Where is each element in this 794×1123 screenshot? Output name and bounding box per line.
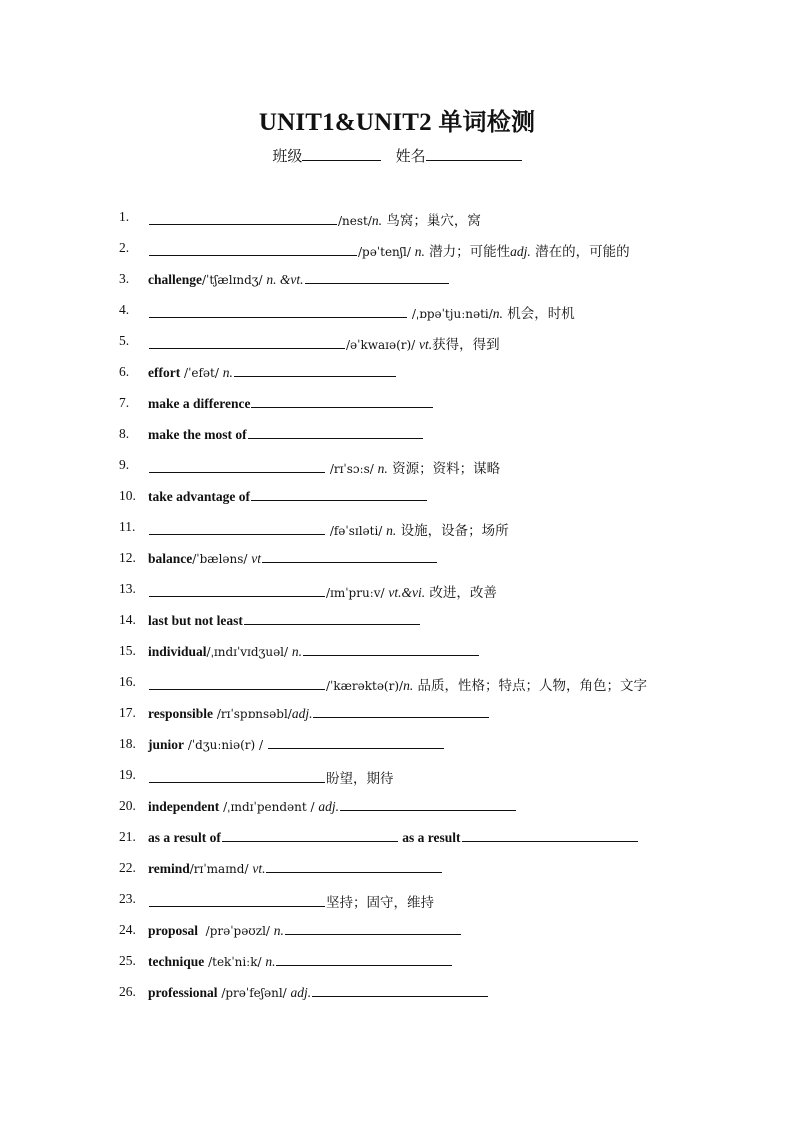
item-number: 12. (119, 550, 136, 565)
item-content (148, 271, 450, 288)
answer-blank[interactable] (149, 677, 325, 690)
term-text: proposal (148, 923, 199, 938)
item-number: 6. (119, 364, 130, 379)
meaning-text: 改进，改善 (425, 585, 497, 601)
name-blank[interactable] (426, 146, 522, 161)
term-text: technique (148, 954, 205, 969)
vocab-item (0, 922, 794, 942)
item-number: 9. (119, 457, 130, 472)
item-number: 23. (119, 891, 136, 906)
vocab-item (0, 364, 794, 384)
item-number: 18. (119, 736, 136, 751)
part-of-speech: adj. (510, 244, 531, 259)
term-text: responsible (148, 706, 214, 721)
part-of-speech: adj. (291, 706, 313, 721)
item-number: 25. (119, 953, 136, 968)
item-number: 15. (119, 643, 136, 658)
part-of-speech: adj. (290, 985, 312, 1000)
phonetic-text: /fəˈsɪləti/ (326, 524, 387, 538)
item-number: 8. (119, 426, 130, 441)
vocab-item (0, 798, 794, 818)
item-number: 13. (119, 581, 136, 596)
item-number: 7. (119, 395, 130, 410)
answer-blank[interactable] (305, 271, 449, 284)
item-number: 17. (119, 705, 136, 720)
phonetic-text: /ˈbæləns/ (192, 552, 252, 566)
vocab-item (0, 519, 794, 539)
answer-blank[interactable] (149, 522, 325, 535)
page-title (0, 102, 794, 137)
vocab-item (0, 891, 794, 911)
vocab-item (0, 705, 794, 725)
term-text: remind (148, 861, 190, 876)
item-number: 1. (119, 209, 130, 224)
answer-blank[interactable] (149, 894, 325, 907)
vocab-item (0, 767, 794, 787)
part-of-speech: n. (492, 306, 503, 321)
meaning-text: 品质，性格；特点；人物，角色；文字 (413, 678, 647, 694)
meaning-text: 坚持；固守，维持 (326, 895, 434, 911)
item-number: 4. (119, 302, 130, 317)
answer-blank[interactable] (313, 705, 489, 718)
part-of-speech: vt. (419, 337, 433, 352)
item-number: 26. (119, 984, 136, 999)
name-label: 姓名 (395, 147, 426, 165)
item-content (148, 705, 490, 722)
phonetic-text: /ˈtʃælɪndʒ/ (202, 273, 267, 287)
item-content (148, 829, 639, 846)
item-content (148, 581, 497, 601)
item-content (148, 953, 453, 970)
part-of-speech: n. (403, 678, 414, 693)
item-content (148, 364, 397, 381)
part-of-speech: n. (371, 213, 383, 228)
student-info-line (0, 145, 794, 166)
phonetic-text: /ˈdʒuːniə(r) / (184, 738, 267, 752)
part-of-speech: vt (251, 551, 262, 566)
answer-blank[interactable] (251, 488, 427, 501)
phonetic-text: /ˌɪndɪˈpendənt / (219, 800, 319, 814)
phonetic-text: /tekˈniːk/ (204, 955, 266, 969)
term-text: challenge (148, 272, 202, 287)
answer-blank[interactable] (149, 584, 325, 597)
answer-blank[interactable] (248, 426, 423, 439)
answer-blank[interactable] (149, 243, 357, 256)
answer-blank[interactable] (149, 770, 325, 783)
item-content (148, 209, 481, 229)
phonetic-text: /rɪˈspɒnsəbl/ (213, 707, 292, 721)
answer-blank[interactable] (234, 364, 396, 377)
part-of-speech: n. (377, 461, 388, 476)
item-content (148, 395, 434, 412)
part-of-speech: n. (273, 923, 284, 938)
vocab-item (0, 984, 794, 1004)
part-of-speech: adj. (318, 799, 339, 814)
answer-blank[interactable] (222, 829, 398, 842)
answer-blank[interactable] (262, 550, 437, 563)
item-content (148, 457, 500, 477)
meaning-text: 潜力；可能性 (424, 244, 511, 260)
vocab-item (0, 953, 794, 973)
phonetic-text: /ɪmˈpruːv/ (326, 586, 389, 600)
vocab-item (0, 395, 794, 415)
title-zh: 单词检测 (438, 108, 536, 136)
term-text: take advantage of (148, 489, 250, 504)
part-of-speech: n. &vt. (266, 272, 304, 287)
item-number: 19. (119, 767, 136, 782)
answer-blank[interactable] (268, 736, 444, 749)
answer-blank[interactable] (303, 643, 479, 656)
phonetic-text: /əˈkwaɪə(r)/ (346, 338, 420, 352)
vocab-item (0, 581, 794, 601)
answer-blank[interactable] (462, 829, 638, 842)
class-blank[interactable] (302, 146, 381, 161)
part-of-speech: n. (291, 644, 302, 659)
vocab-item (0, 860, 794, 880)
vocab-item (0, 271, 794, 291)
item-number: 11. (119, 519, 136, 534)
item-content (148, 240, 630, 260)
vocab-item (0, 674, 794, 694)
vocab-item (0, 736, 794, 756)
item-content (148, 674, 647, 694)
meaning-text: 机会，时机 (502, 306, 575, 322)
item-content (148, 333, 500, 353)
answer-blank[interactable] (149, 460, 325, 473)
phonetic-text: /ˌɒpəˈtjuːnəti/ (408, 307, 493, 321)
term-text: last but not least (148, 613, 243, 628)
part-of-speech: n. (414, 244, 425, 259)
answer-blank[interactable] (340, 798, 516, 811)
vocab-item (0, 302, 794, 322)
phonetic-text: /prəˈpəʊzl/ (198, 924, 274, 938)
item-content (148, 736, 445, 753)
vocab-item (0, 209, 794, 229)
meaning-text: 获得，得到 (432, 337, 500, 353)
item-number: 24. (119, 922, 136, 937)
answer-blank[interactable] (285, 922, 461, 935)
vocab-item (0, 550, 794, 570)
part-of-speech: n. (222, 365, 233, 380)
item-content (148, 302, 575, 322)
item-number: 10. (119, 488, 136, 503)
phonetic-text: /rɪˈmaɪnd/ (189, 862, 253, 876)
answer-blank[interactable] (312, 984, 488, 997)
answer-blank[interactable] (244, 612, 420, 625)
item-content (148, 612, 421, 629)
term-text: as a result of (148, 830, 221, 845)
phonetic-text: /ˌɪndɪˈvɪdʒuəl/ (206, 645, 292, 659)
item-number: 3. (119, 271, 130, 286)
item-content (148, 488, 428, 505)
phonetic-text: /ˈefət/ (180, 366, 223, 380)
term-text: junior (148, 737, 185, 752)
part-of-speech: n. (386, 523, 397, 538)
item-content (148, 426, 424, 443)
answer-blank[interactable] (149, 305, 407, 318)
answer-blank[interactable] (251, 395, 433, 408)
term-text: balance (148, 551, 193, 566)
vocab-item (0, 488, 794, 508)
phonetic-text: /ˈkærəktə(r)/ (326, 679, 404, 693)
term-text: individual (148, 644, 207, 659)
meaning-text: 盼望，期待 (326, 771, 394, 787)
term-text: make a difference (148, 396, 251, 411)
meaning-text: 潜在的，可能的 (530, 244, 630, 260)
item-number: 16. (119, 674, 136, 689)
item-content (148, 550, 438, 567)
class-label: 班级 (272, 147, 303, 165)
term-text: as a result (398, 830, 461, 845)
title-en: UNIT1&UNIT2 (258, 109, 432, 136)
meaning-text: 设施，设备；场所 (396, 523, 509, 539)
meaning-text: 鸟窝；巢穴，窝 (382, 213, 481, 229)
item-content (148, 860, 443, 877)
item-number: 22. (119, 860, 136, 875)
part-of-speech: n. (265, 954, 276, 969)
item-number: 5. (119, 333, 130, 348)
term-text: effort (148, 365, 181, 380)
part-of-speech: vt.&vi. (388, 585, 426, 600)
answer-blank[interactable] (276, 953, 452, 966)
phonetic-text: /pəˈtenʃl/ (358, 245, 415, 259)
item-content (148, 767, 394, 787)
vocab-item (0, 457, 794, 477)
meaning-text: 资源；资料；谋略 (387, 461, 501, 477)
term-text: professional (148, 985, 218, 1000)
vocab-item (0, 643, 794, 663)
vocab-item (0, 333, 794, 353)
term-text: make the most of (148, 427, 247, 442)
vocab-item (0, 240, 794, 260)
item-content (148, 643, 480, 660)
vocab-item (0, 426, 794, 446)
item-number: 21. (119, 829, 136, 844)
part-of-speech: vt. (252, 861, 266, 876)
vocab-item (0, 829, 794, 849)
vocab-item (0, 612, 794, 632)
item-content (148, 891, 434, 911)
item-number: 20. (119, 798, 136, 813)
answer-blank[interactable] (149, 336, 345, 349)
item-content (148, 519, 509, 539)
phonetic-text: /rɪˈsɔːs/ (326, 462, 378, 476)
item-content (148, 922, 462, 939)
item-number: 14. (119, 612, 136, 627)
phonetic-text: /prəˈfeʃənl/ (217, 986, 291, 1000)
answer-blank[interactable] (149, 212, 337, 225)
answer-blank[interactable] (266, 860, 442, 873)
term-text: independent (148, 799, 220, 814)
item-content (148, 984, 489, 1001)
item-content (148, 798, 517, 815)
item-number: 2. (119, 240, 130, 255)
phonetic-text: /nest/ (338, 214, 372, 228)
